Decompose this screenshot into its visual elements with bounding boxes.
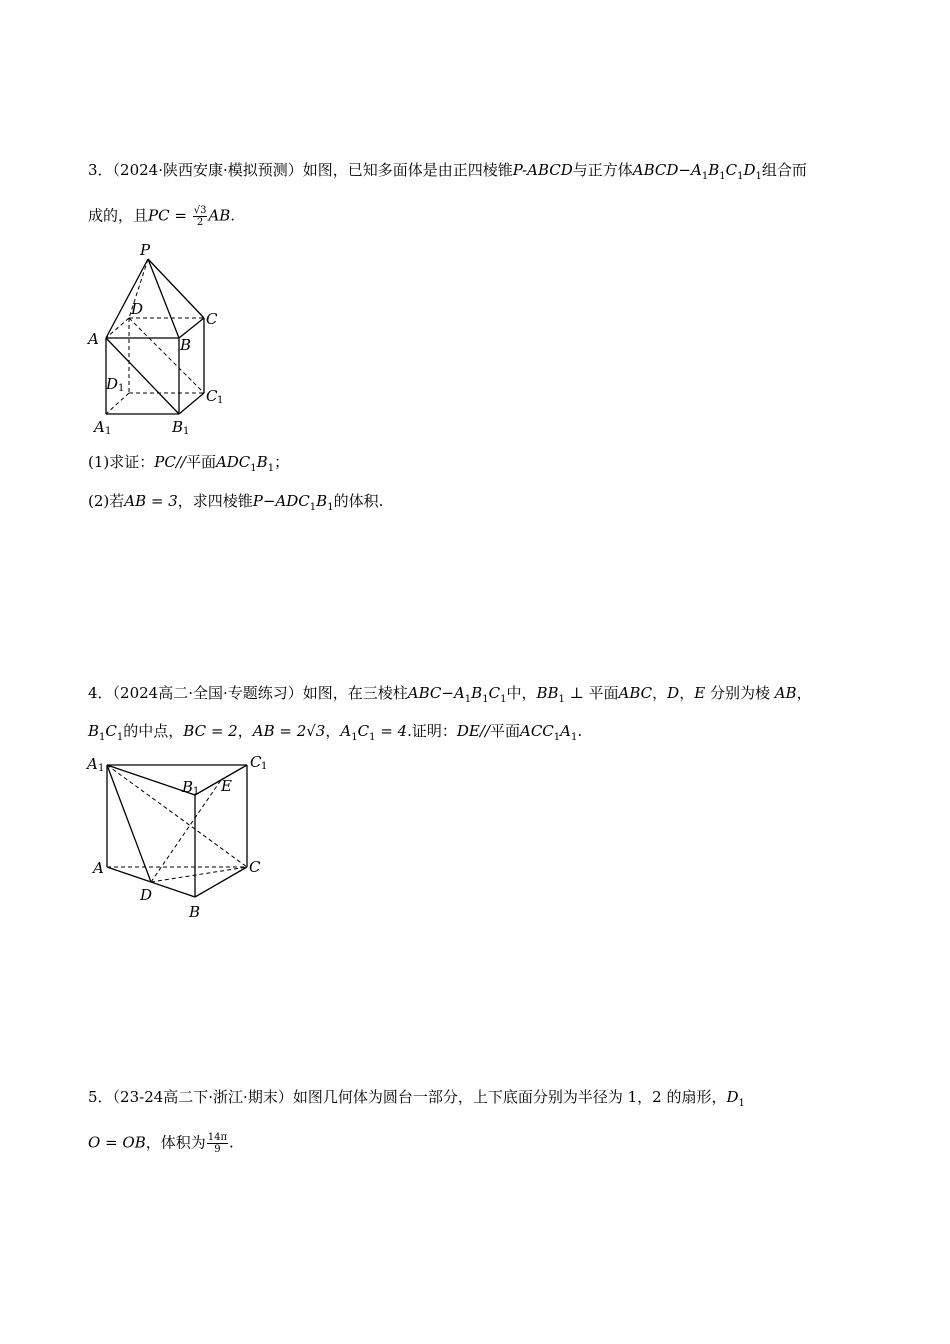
- q4-label-a: A: [93, 859, 104, 877]
- q3-label-c: C: [206, 310, 218, 328]
- svg-text:1: 1: [183, 426, 190, 437]
- q3-part-2: (2)若AB = 3，求四棱锥$P-ADC_1B_1$的体积.: [88, 492, 384, 513]
- q3-stem-d: 成的，且: [88, 206, 149, 225]
- q4-line-2: $B_1C_1$的中点，BC = 2，AB = 2√3，$A_1C_1 = 4$.证明：DE//平面$ACC_1A_1$.: [88, 722, 583, 743]
- q3-stem-b: 与正方体: [572, 161, 633, 179]
- q3-part-1: (1)求证：PC//平面$ADC_1B_1$；: [88, 453, 290, 474]
- q3-label-p: P: [140, 241, 151, 259]
- q3-cube: $ABCD-A_1B_1C_1D_1$: [632, 161, 762, 182]
- q3-line-1: [88, 160, 807, 187]
- q3-number: 3．: [88, 161, 113, 179]
- q3-pyramid: P-ABCD: [512, 161, 573, 179]
- q4-line-1: 4．（2024高二·全国·专题练习）如图，在三棱柱$ABC-A_1B_1C_1$中，$BB_1$ ⊥ 平面ABC，D，E 分别为棱 AB，: [88, 684, 812, 705]
- q4-label-b1: B: [182, 778, 194, 796]
- q3-label-b1: B: [172, 418, 184, 436]
- q3-ab: AB.: [208, 206, 236, 225]
- svg-text:1: 1: [98, 763, 105, 774]
- q3-stem-c: 组合而: [761, 161, 807, 179]
- q3-label-d1: D: [106, 375, 119, 393]
- svg-text:1: 1: [217, 395, 224, 406]
- q5-fraction: $\frac{14\pi}{9}$: [207, 1132, 228, 1155]
- svg-text:1: 1: [193, 786, 200, 797]
- q4-figure: [85, 748, 285, 928]
- q3-label-c1: C: [206, 387, 218, 405]
- q3-pc-eq: PC =: [148, 206, 187, 225]
- q3-label-b: B: [180, 336, 192, 354]
- q3-label-a1: A: [94, 418, 105, 436]
- svg-text:1: 1: [261, 761, 268, 772]
- q5-line-1: 5．（23-24高二下·浙江·期末）如图几何体为圆台一部分，上下底面分别为半径为 1，2 的扇形，$D_1$: [88, 1088, 745, 1109]
- svg-text:1: 1: [118, 383, 125, 394]
- q4-label-b: B: [189, 903, 201, 921]
- q3-source: （2024·陕西安康·模拟预测）: [112, 161, 303, 179]
- q4-label-d: D: [140, 886, 153, 904]
- q4-label-c1: C: [250, 753, 262, 771]
- q4-label-e: E: [221, 777, 232, 795]
- svg-text:1: 1: [105, 426, 112, 437]
- q3-line-2: [88, 205, 235, 228]
- q3-fraction: $\frac{√3}{2}$: [193, 205, 207, 228]
- q3-stem-a: 如图，已知多面体是由正四棱锥: [302, 161, 513, 179]
- q4-label-a1: A: [87, 755, 98, 773]
- q3-label-a: A: [88, 330, 99, 348]
- q3-label-d: D: [131, 300, 144, 318]
- q5-line-2: O = OB，体积为 $\frac{14\pi}{9}$ .: [88, 1132, 234, 1155]
- q4-label-c: C: [249, 858, 261, 876]
- q3-figure: [85, 238, 235, 438]
